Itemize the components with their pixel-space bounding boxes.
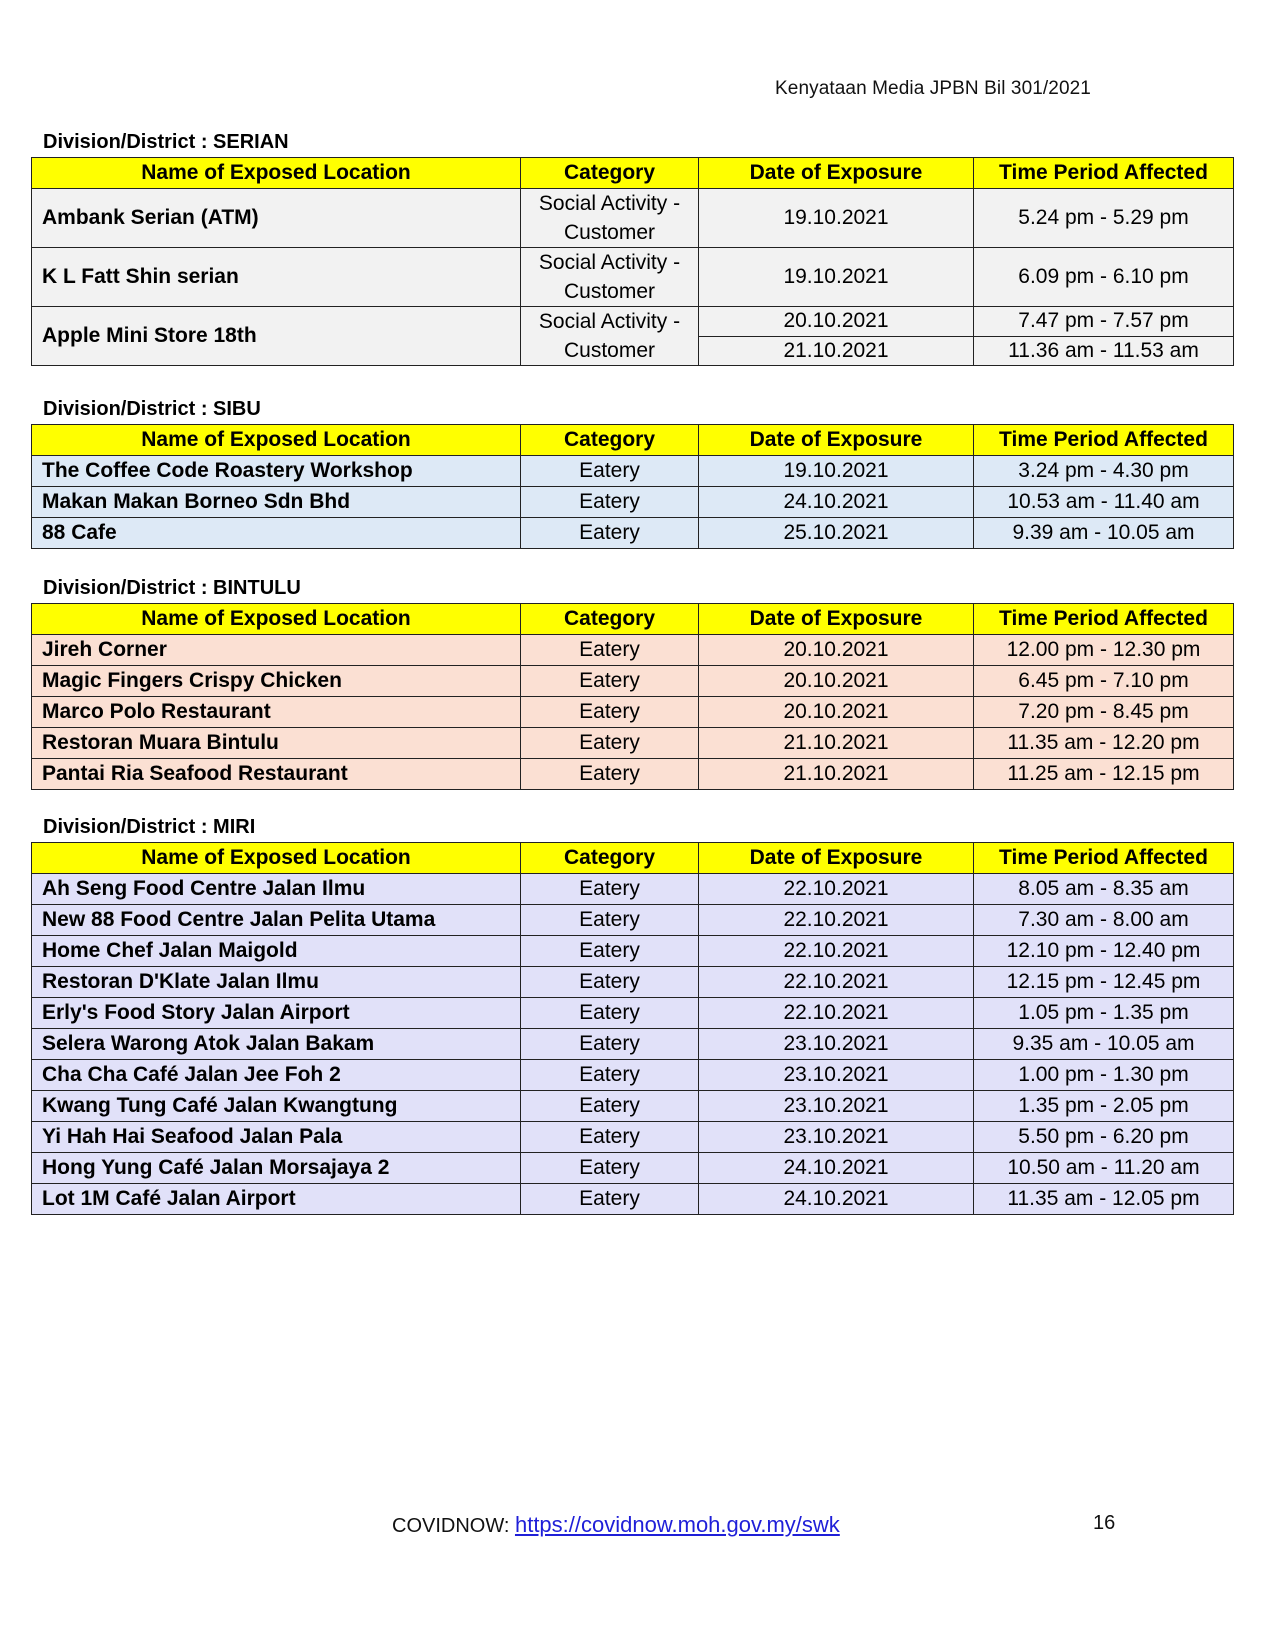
exposure-date: 25.10.2021 — [699, 518, 974, 549]
location-name: Selera Warong Atok Jalan Bakam — [32, 1029, 521, 1060]
exposure-date: 19.10.2021 — [699, 248, 974, 307]
table-row — [32, 998, 1234, 1029]
location-name: Marco Polo Restaurant — [32, 697, 521, 728]
category: Social Activity - Customer — [521, 248, 699, 307]
category: Eatery — [521, 728, 699, 759]
miri-exposure-table — [31, 842, 1234, 1215]
location-name: The Coffee Code Roastery Workshop — [32, 456, 521, 487]
location-name: Lot 1M Café Jalan Airport — [32, 1184, 521, 1215]
location-name: Apple Mini Store 18th — [32, 307, 521, 366]
exposure-date: 19.10.2021 — [699, 456, 974, 487]
exposure-date: 23.10.2021 — [699, 1060, 974, 1091]
time-period: 11.25 am - 12.15 pm — [974, 759, 1234, 790]
table-row — [32, 1184, 1234, 1215]
location-name: Kwang Tung Café Jalan Kwangtung — [32, 1091, 521, 1122]
time-period: 10.50 am - 11.20 am — [974, 1153, 1234, 1184]
time-period: 7.20 pm - 8.45 pm — [974, 697, 1234, 728]
table-header-row — [32, 604, 1234, 635]
location-name: Makan Makan Borneo Sdn Bhd — [32, 487, 521, 518]
time-period: 11.35 am - 12.05 pm — [974, 1184, 1234, 1215]
exposure-date: 20.10.2021 — [699, 666, 974, 697]
table-row — [32, 905, 1234, 936]
category: Eatery — [521, 666, 699, 697]
table-row — [32, 936, 1234, 967]
header-date: Date of Exposure — [699, 425, 974, 456]
exposure-date: 24.10.2021 — [699, 487, 974, 518]
district-label-serian: Division/District : SERIAN — [43, 131, 289, 153]
table-row — [32, 1029, 1234, 1060]
time-period: 1.00 pm - 1.30 pm — [974, 1060, 1234, 1091]
location-name: Yi Hah Hai Seafood Jalan Pala — [32, 1122, 521, 1153]
header-name: Name of Exposed Location — [32, 425, 521, 456]
exposure-date: 22.10.2021 — [699, 905, 974, 936]
sibu-exposure-table — [31, 424, 1234, 549]
exposure-date: 21.10.2021 — [699, 336, 974, 366]
table-header-row — [32, 843, 1234, 874]
time-period: 7.47 pm - 7.57 pm — [974, 307, 1234, 337]
time-period: 3.24 pm - 4.30 pm — [974, 456, 1234, 487]
exposure-date: 24.10.2021 — [699, 1153, 974, 1184]
exposure-date: 20.10.2021 — [699, 307, 974, 337]
time-period: 1.35 pm - 2.05 pm — [974, 1091, 1234, 1122]
table-row — [32, 1122, 1234, 1153]
location-name: Ambank Serian (ATM) — [32, 189, 521, 248]
exposure-date: 20.10.2021 — [699, 635, 974, 666]
category: Eatery — [521, 998, 699, 1029]
location-name: Erly's Food Story Jalan Airport — [32, 998, 521, 1029]
exposure-date: 22.10.2021 — [699, 967, 974, 998]
footer-prefix: COVIDNOW: — [392, 1515, 515, 1537]
header-date: Date of Exposure — [699, 843, 974, 874]
document-reference: Kenyataan Media JPBN Bil 301/2021 — [775, 78, 1091, 99]
header-time: Time Period Affected — [974, 604, 1234, 635]
time-period: 12.10 pm - 12.40 pm — [974, 936, 1234, 967]
header-category: Category — [521, 425, 699, 456]
table-row — [32, 307, 1234, 337]
time-period: 6.09 pm - 6.10 pm — [974, 248, 1234, 307]
district-label-sibu: Division/District : SIBU — [43, 398, 261, 420]
district-label-bintulu: Division/District : BINTULU — [43, 577, 301, 599]
category: Eatery — [521, 1184, 699, 1215]
header-date: Date of Exposure — [699, 604, 974, 635]
table-row — [32, 635, 1234, 666]
table-header-row — [32, 425, 1234, 456]
category: Eatery — [521, 1029, 699, 1060]
header-time: Time Period Affected — [974, 425, 1234, 456]
category: Eatery — [521, 874, 699, 905]
table-row — [32, 759, 1234, 790]
category: Eatery — [521, 487, 699, 518]
time-period: 7.30 am - 8.00 am — [974, 905, 1234, 936]
table-row — [32, 697, 1234, 728]
location-name: New 88 Food Centre Jalan Pelita Utama — [32, 905, 521, 936]
covidnow-link[interactable]: https://covidnow.moh.gov.my/swk — [514, 1512, 840, 1537]
table-row — [32, 874, 1234, 905]
time-period: 1.05 pm - 1.35 pm — [974, 998, 1234, 1029]
category: Eatery — [521, 456, 699, 487]
exposure-date: 22.10.2021 — [699, 998, 974, 1029]
location-name: Cha Cha Café Jalan Jee Foh 2 — [32, 1060, 521, 1091]
location-name: Home Chef Jalan Maigold — [32, 936, 521, 967]
location-name: Jireh Corner — [32, 635, 521, 666]
category: Eatery — [521, 1153, 699, 1184]
table-row — [32, 248, 1234, 307]
table-row — [32, 1091, 1234, 1122]
table-row — [32, 1060, 1234, 1091]
exposure-date: 22.10.2021 — [699, 936, 974, 967]
exposure-date: 23.10.2021 — [699, 1029, 974, 1060]
table-row — [32, 518, 1234, 549]
header-category: Category — [521, 158, 699, 189]
category: Eatery — [521, 635, 699, 666]
table-row — [32, 189, 1234, 248]
table-row — [32, 487, 1234, 518]
header-name: Name of Exposed Location — [32, 604, 521, 635]
header-date: Date of Exposure — [699, 158, 974, 189]
category: Eatery — [521, 697, 699, 728]
time-period: 12.15 pm - 12.45 pm — [974, 967, 1234, 998]
header-category: Category — [521, 843, 699, 874]
category: Social Activity - Customer — [521, 189, 699, 248]
location-name: Pantai Ria Seafood Restaurant — [32, 759, 521, 790]
time-period: 12.00 pm - 12.30 pm — [974, 635, 1234, 666]
time-period: 6.45 pm - 7.10 pm — [974, 666, 1234, 697]
table-row — [32, 456, 1234, 487]
table-header-row — [32, 158, 1234, 189]
table-row — [32, 666, 1234, 697]
exposure-date: 19.10.2021 — [699, 189, 974, 248]
category: Eatery — [521, 967, 699, 998]
category: Eatery — [521, 1091, 699, 1122]
time-period: 11.35 am - 12.20 pm — [974, 728, 1234, 759]
category: Eatery — [521, 1060, 699, 1091]
header-time: Time Period Affected — [974, 158, 1234, 189]
exposure-date: 23.10.2021 — [699, 1122, 974, 1153]
time-period: 5.24 pm - 5.29 pm — [974, 189, 1234, 248]
header-name: Name of Exposed Location — [32, 158, 521, 189]
table-row — [32, 1153, 1234, 1184]
time-period: 8.05 am - 8.35 am — [974, 874, 1234, 905]
category: Eatery — [521, 936, 699, 967]
exposure-date: 22.10.2021 — [699, 874, 974, 905]
exposure-date: 20.10.2021 — [699, 697, 974, 728]
header-time: Time Period Affected — [974, 843, 1234, 874]
location-name: Hong Yung Café Jalan Morsajaya 2 — [32, 1153, 521, 1184]
location-name: Magic Fingers Crispy Chicken — [32, 666, 521, 697]
time-period: 9.35 am - 10.05 am — [974, 1029, 1234, 1060]
location-name: Ah Seng Food Centre Jalan Ilmu — [32, 874, 521, 905]
time-period: 5.50 pm - 6.20 pm — [974, 1122, 1234, 1153]
location-name: Restoran Muara Bintulu — [32, 728, 521, 759]
exposure-date: 24.10.2021 — [699, 1184, 974, 1215]
category: Social Activity - Customer — [521, 307, 699, 366]
bintulu-exposure-table — [31, 603, 1234, 790]
serian-exposure-table — [31, 157, 1234, 366]
exposure-date: 21.10.2021 — [699, 728, 974, 759]
exposure-date: 21.10.2021 — [699, 759, 974, 790]
location-name: K L Fatt Shin serian — [32, 248, 521, 307]
category: Eatery — [521, 905, 699, 936]
category: Eatery — [521, 1122, 699, 1153]
category: Eatery — [521, 759, 699, 790]
category: Eatery — [521, 518, 699, 549]
time-period: 11.36 am - 11.53 am — [974, 336, 1234, 366]
location-name: 88 Cafe — [32, 518, 521, 549]
footer-covidnow — [392, 1512, 840, 1538]
location-name: Restoran D'Klate Jalan Ilmu — [32, 967, 521, 998]
district-label-miri: Division/District : MIRI — [43, 816, 256, 838]
time-period: 10.53 am - 11.40 am — [974, 487, 1234, 518]
header-category: Category — [521, 604, 699, 635]
time-period: 9.39 am - 10.05 am — [974, 518, 1234, 549]
table-row — [32, 728, 1234, 759]
header-name: Name of Exposed Location — [32, 843, 521, 874]
table-row — [32, 967, 1234, 998]
exposure-date: 23.10.2021 — [699, 1091, 974, 1122]
page-number: 16 — [1093, 1512, 1116, 1534]
